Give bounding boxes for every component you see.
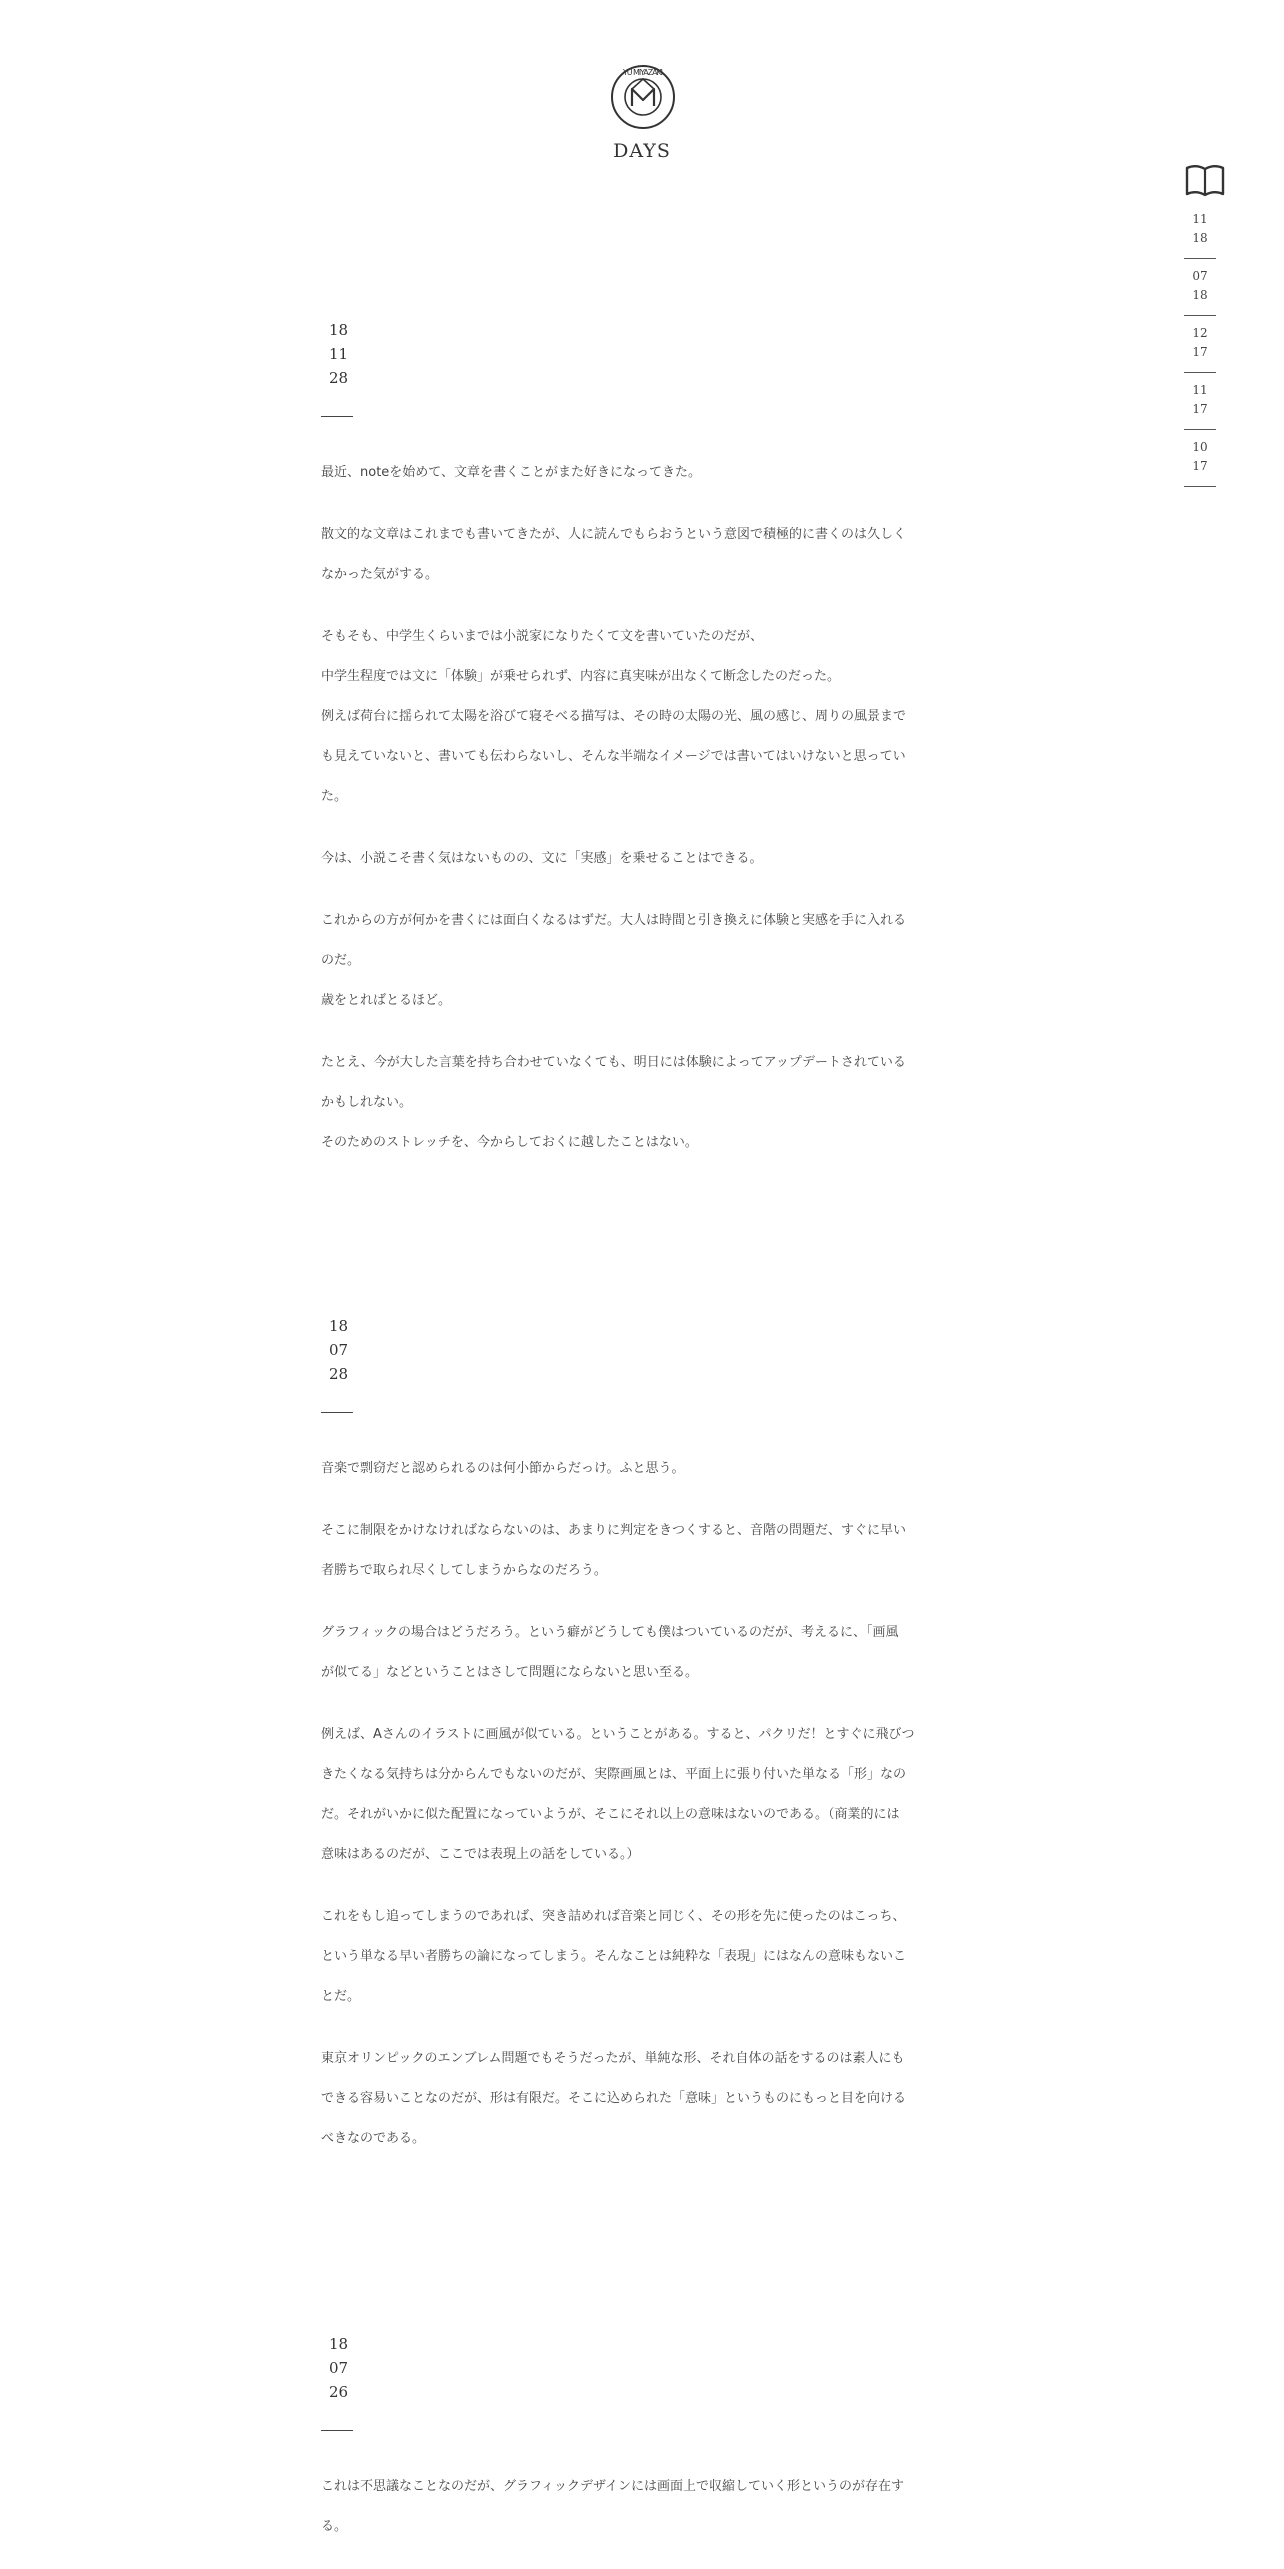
post-date (321, 2332, 961, 2404)
text-line: る。 (321, 2519, 348, 2534)
post-date (321, 318, 961, 390)
text-line: のだ。 (321, 953, 361, 968)
text-line: た。 (321, 789, 348, 804)
nav-entry-2[interactable] (1184, 259, 1216, 316)
post-article (321, 1314, 961, 2181)
post-paragraph (321, 839, 961, 879)
text-line: きたくなる気持ちは分からんでもないのだが、実際画風とは、平面上に張り付いた単なる「形」なの (321, 1767, 907, 1782)
post-date-day: 28 (329, 1365, 349, 1383)
post-paragraph (321, 617, 961, 817)
text-line: とだ。 (321, 1989, 361, 2004)
date-divider (321, 416, 353, 417)
nav-entry-line2: 18 (1192, 231, 1208, 245)
text-line: そのためのストレッチを、今からしておくに越したことはない。 (321, 1135, 698, 1150)
post-body (321, 2467, 961, 2547)
nav-entry-line2: 17 (1192, 459, 1208, 473)
nav-entry-line2: 18 (1192, 288, 1208, 302)
post-date-month: 07 (329, 2359, 349, 2377)
nav-entry-line1: 07 (1192, 269, 1208, 283)
site-title: DAYS (613, 140, 671, 162)
post-date-month: 07 (329, 1341, 349, 1359)
post-paragraph (321, 1897, 961, 2017)
post-paragraph (321, 2467, 961, 2547)
text-line: これは不思議なことなのだが、グラフィックデザインには画面上で収縮していく形というのが存在す (321, 2479, 905, 2494)
text-line: 例えば荷台に揺られて太陽を浴びて寝そべる描写は、その時の太陽の光、風の感じ、周りの風景まで (321, 709, 907, 724)
text-line: 今は、小説こそ書く気はないものの、文に「実感」を乗せることはできる。 (321, 851, 763, 866)
nav-entry-1[interactable] (1184, 200, 1216, 259)
post-date-day: 26 (329, 2383, 349, 2401)
text-line: かもしれない。 (321, 1095, 413, 1110)
text-line: 音楽で剽窃だと認められるのは何小節からだっけ。ふと思う。 (321, 1461, 685, 1476)
text-line: 者勝ちで取られ尽くしてしまうからなのだろう。 (321, 1563, 607, 1578)
nav-entry-4[interactable] (1184, 373, 1216, 430)
post-date-month: 11 (329, 345, 349, 363)
text-line: できる容易いことなのだが、形は有限だ。そこに込められた「意味」というものにもっと目を向ける (321, 2091, 907, 2106)
text-line: 散文的な文章はこれまでも書いてきたが、人に読んでもらおうという意図で積極的に書くのは久しく (321, 527, 907, 542)
post-paragraph (321, 453, 961, 493)
text-line: なかった気がする。 (321, 567, 439, 582)
text-line: も見えていないと、書いても伝わらないし、そんな半端なイメージでは書いてはいけないと思ってい (321, 749, 906, 764)
post-date-day: 28 (329, 369, 349, 387)
logo-emblem[interactable] (610, 64, 676, 130)
nav-entry-line2: 17 (1192, 345, 1208, 359)
post-paragraph (321, 1449, 961, 1489)
nav-entry-line1: 11 (1192, 212, 1208, 226)
text-line: これをもし追ってしまうのであれば、突き詰めれば音楽と同じく、その形を先に使ったのはこっち、 (321, 1909, 906, 1924)
post-paragraph (321, 1715, 961, 1875)
text-line: 歳をとればとるほど。 (321, 993, 452, 1008)
nav-entry-3[interactable] (1184, 316, 1216, 373)
post-paragraph (321, 1511, 961, 1591)
text-line: これからの方が何かを書くには面白くなるはずだ。大人は時間と引き換えに体験と実感を手に入れる (321, 913, 907, 928)
text-line: たとえ、今が大した言葉を持ち合わせていなくても、明日には体験によってアップデートされている (321, 1055, 906, 1070)
text-line: そもそも、中学生くらいまでは小説家になりたくて文を書いていたのだが、 (321, 629, 764, 644)
text-line: だ。それがいかに似た配置になっていようが、そこにそれ以上の意味はないのである。（商業的には (321, 1807, 900, 1822)
post-paragraph (321, 1043, 961, 1163)
date-divider (321, 1412, 353, 1413)
text-line: 中学生程度では文に「体験」が乗せられず、内容に真実味が出なくて断念したのだった。 (321, 669, 840, 684)
logo-text: YU MIYAZAKI (623, 68, 663, 77)
post-date-year: 18 (329, 321, 349, 339)
nav-entry-5[interactable] (1184, 430, 1216, 487)
text-line: が似てる」などということはさして問題にならないと思い至る。 (321, 1665, 699, 1680)
nav-entry-line1: 11 (1192, 383, 1208, 397)
nav-entry-line1: 12 (1192, 326, 1208, 340)
post-paragraph (321, 1613, 961, 1693)
text-line: 最近、noteを始めて、文章を書くことがまた好きになってきた。 (321, 465, 702, 480)
text-line: 例えば、Aさんのイラストに画風が似ている。ということがある。すると、パクリだ！とすぐに飛びつ (321, 1727, 915, 1742)
post-paragraph (321, 2039, 961, 2159)
post-article (321, 2332, 961, 2569)
post-body (321, 453, 961, 1163)
nav-entry-line2: 17 (1192, 402, 1208, 416)
date-divider (321, 2430, 353, 2431)
side-archive-nav (1184, 160, 1230, 487)
post-date-year: 18 (329, 1317, 349, 1335)
post-article (321, 318, 961, 1185)
text-line: そこに制限をかけなければならないのは、あまりに判定をきつくすると、音階の問題だ、すぐに早い (321, 1523, 907, 1538)
text-line: 東京オリンピックのエンブレム問題でもそうだったが、単純な形、それ自体の話をするのは素人にも (321, 2051, 905, 2066)
text-line: グラフィックの場合はどうだろう。という癖がどうしても僕はついているのだが、考えるに、「画風 (321, 1625, 899, 1640)
post-paragraph (321, 901, 961, 1021)
text-line: 意味はあるのだが、ここでは表現上の話をしている。） (321, 1847, 640, 1862)
post-date (321, 1314, 961, 1386)
nav-entry-line1: 10 (1192, 440, 1208, 454)
text-line: という単なる早い者勝ちの論になってしまう。そんなことは純粋な「表現」にはなんの意味もないこ (321, 1949, 907, 1964)
post-body (321, 1449, 961, 2159)
text-line: べきなのである。 (321, 2131, 426, 2146)
book-icon[interactable] (1184, 160, 1226, 200)
post-date-year: 18 (329, 2335, 349, 2353)
post-paragraph (321, 515, 961, 595)
